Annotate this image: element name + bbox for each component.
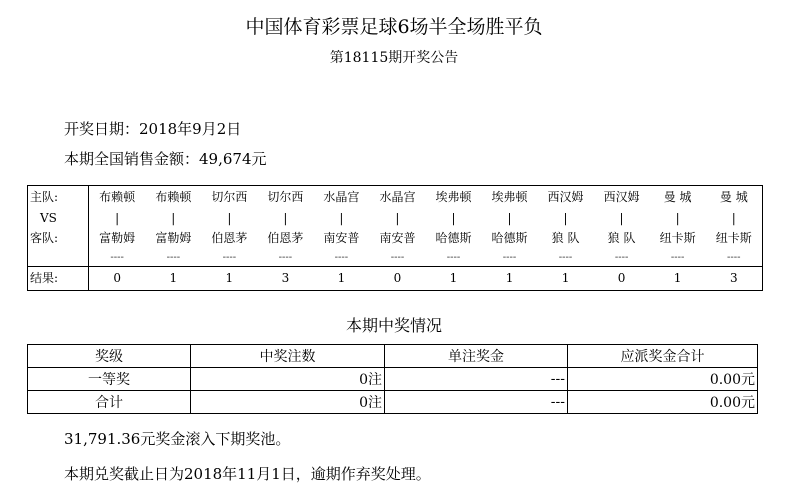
- vs-divider-cell: |: [451, 211, 456, 225]
- away-team-cell: 伯恩茅: [267, 231, 304, 245]
- home-team-row: [28, 186, 763, 210]
- unit-prize-cell: ---: [385, 391, 568, 414]
- vs-divider-cell: |: [619, 211, 624, 225]
- result-cell: 1: [201, 267, 257, 291]
- separator-cell: ----: [558, 252, 573, 263]
- result-cell: 1: [650, 267, 706, 291]
- away-team-row: [28, 227, 763, 250]
- total-prize-cell: 0.00元: [568, 368, 758, 391]
- prize-section-title: 本期中奖情况: [345, 316, 442, 335]
- away-team-cell: 南安普: [379, 231, 416, 245]
- away-team-cell: 富勒姆: [99, 231, 136, 245]
- away-team-cell: 狼 队: [551, 231, 580, 245]
- separator-cell: ----: [334, 252, 349, 263]
- away-team-cell: 哈德斯: [435, 231, 472, 245]
- home-team-cell: 埃弗顿: [435, 190, 472, 204]
- separator-cell: ----: [278, 252, 293, 263]
- separator-cell: ----: [670, 252, 685, 263]
- result-cell: 1: [538, 267, 594, 291]
- home-team-cell: 布赖顿: [99, 190, 136, 204]
- table-row: [28, 391, 758, 414]
- home-team-cell: 曼 城: [663, 190, 692, 204]
- result-cell: 3: [706, 267, 763, 291]
- result-cell: 1: [313, 267, 369, 291]
- home-team-cell: 水晶宫: [379, 190, 416, 204]
- sales-amount: 本期全国销售金额：49,674元: [64, 150, 267, 168]
- separator-cell: ----: [166, 252, 181, 263]
- away-team-cell: 哈德斯: [491, 231, 528, 245]
- home-team-cell: 布赖顿: [155, 190, 192, 204]
- vs-divider-cell: |: [339, 211, 344, 225]
- separator-cell: ----: [727, 252, 741, 263]
- result-row: [28, 267, 763, 291]
- home-team-cell: 切尔西: [211, 190, 248, 204]
- col-header-total: 应派奖金合计: [568, 345, 758, 368]
- vs-row: [28, 209, 763, 227]
- vs-divider-cell: |: [115, 211, 120, 225]
- away-team-cell: 南安普: [323, 231, 360, 245]
- page-title: 中国体育彩票足球6场半全场胜平负: [245, 16, 543, 38]
- result-cell: 1: [145, 267, 201, 291]
- home-team-cell: 西汉姆: [547, 190, 584, 204]
- result-cell: 3: [257, 267, 313, 291]
- separator-cell: ----: [446, 252, 461, 263]
- home-team-cell: 水晶宫: [323, 190, 360, 204]
- vs-divider-cell: |: [227, 211, 232, 225]
- match-table: [27, 185, 763, 291]
- home-team-cell: 埃弗顿: [491, 190, 528, 204]
- vs-divider-cell: |: [395, 211, 400, 225]
- rollover-note: 31,791.36元奖金滚入下期奖池。: [64, 430, 291, 448]
- vs-divider-cell: |: [675, 211, 680, 225]
- vs-label: VS: [28, 209, 89, 227]
- prize-level-cell: 一等奖: [28, 368, 191, 391]
- home-team-cell: 曼 城: [719, 190, 748, 204]
- result-cell: 1: [425, 267, 481, 291]
- away-team-cell: 狼 队: [607, 231, 636, 245]
- result-label: 结果:: [28, 267, 89, 291]
- away-team-cell: 纽卡斯: [659, 231, 696, 245]
- separator-row: [28, 250, 763, 267]
- away-team-cell: 纽卡斯: [715, 231, 752, 245]
- prize-level-cell: 合计: [28, 391, 191, 414]
- result-cell: 0: [89, 267, 146, 291]
- separator-cell: ----: [502, 252, 517, 263]
- winner-count-cell: 0注: [191, 368, 385, 391]
- vs-divider-cell: |: [563, 211, 568, 225]
- separator-cell: ----: [390, 252, 405, 263]
- col-header-count: 中奖注数: [191, 345, 385, 368]
- total-prize-cell: 0.00元: [568, 391, 758, 414]
- claim-deadline-note: 本期兑奖截止日为2018年11月1日，逾期作弃奖处理。: [64, 465, 431, 483]
- result-cell: 1: [482, 267, 538, 291]
- draw-date: 开奖日期：2018年9月2日: [64, 120, 242, 138]
- draw-period-subtitle: 第18115期开奖公告: [329, 50, 459, 66]
- vs-divider-cell: |: [171, 211, 176, 225]
- vs-divider-cell: |: [507, 211, 512, 225]
- separator-cell: ----: [222, 252, 237, 263]
- home-label: 主队:: [28, 186, 89, 210]
- vs-divider-cell: |: [283, 211, 288, 225]
- prize-header-row: [28, 345, 758, 368]
- away-team-cell: 富勒姆: [155, 231, 192, 245]
- separator-cell: ----: [110, 252, 124, 263]
- unit-prize-cell: ---: [385, 368, 568, 391]
- table-row: [28, 368, 758, 391]
- result-cell: 0: [594, 267, 650, 291]
- result-cell: 0: [369, 267, 425, 291]
- col-header-unit-prize: 单注奖金: [385, 345, 568, 368]
- vs-divider-cell: |: [731, 211, 736, 225]
- separator-cell: ----: [614, 252, 629, 263]
- separator-label: [28, 250, 89, 267]
- col-header-level: 奖级: [28, 345, 191, 368]
- home-team-cell: 西汉姆: [603, 190, 640, 204]
- away-team-cell: 伯恩茅: [211, 231, 248, 245]
- away-label: 客队:: [28, 227, 89, 250]
- winner-count-cell: 0注: [191, 391, 385, 414]
- home-team-cell: 切尔西: [267, 190, 304, 204]
- prize-table: [27, 344, 758, 414]
